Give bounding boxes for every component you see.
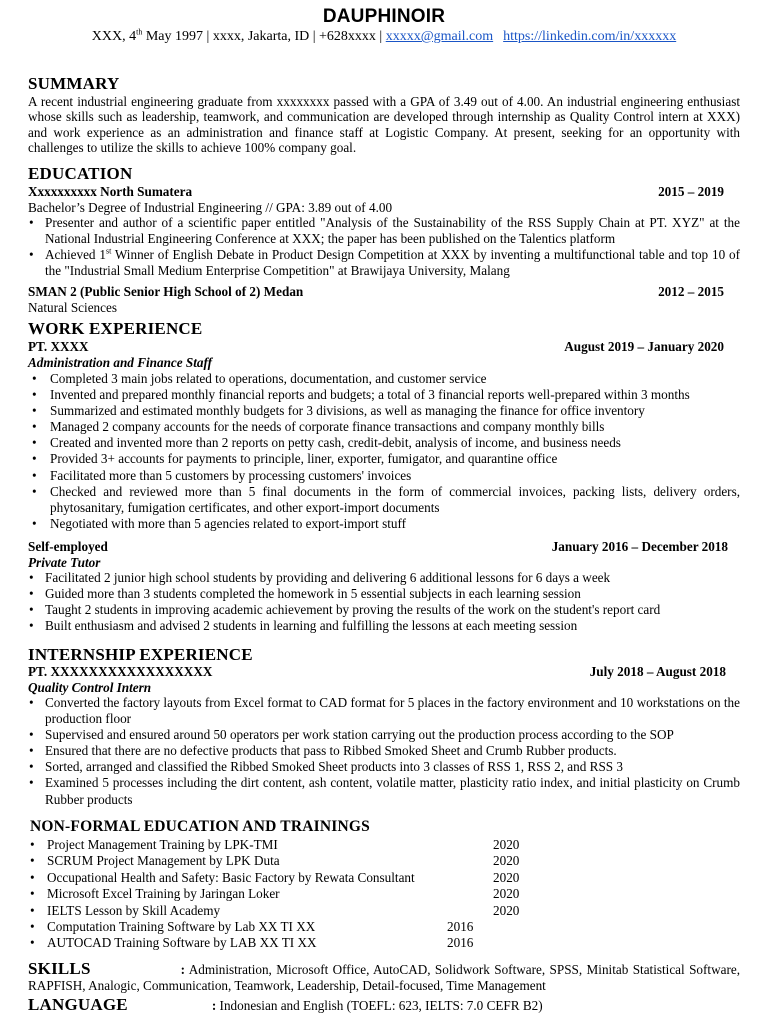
work-entry-2 [28,539,728,555]
contact-details: May 1997 | xxxx, Jakarta, ID | +628xxxx | [142,29,386,44]
contact-superscript: th [136,27,143,37]
work-duties-list [28,371,740,532]
training-name: IELTS Lesson by Skill Academy [47,902,221,918]
company-name: PT. XXXX [28,339,89,354]
training-item [28,919,548,935]
training-item [28,886,548,902]
list-item: • Managed 2 company accounts for the needs of corporate finance transactions and company monthly bills [28,419,740,435]
education-entry-highschool [28,284,724,300]
company-name: Self-employed [28,539,108,554]
education-heading: EDUCATION [28,164,133,183]
training-year: 2020 [493,837,520,852]
training-year: 2020 [493,869,520,885]
training-year: 2016 [447,918,474,934]
list-item: • Provided 3+ accounts for payments to principle, liner, exporter, fumigator, and quarantine office [28,451,740,467]
job-title: Quality Control Intern [28,680,152,695]
ordinal-superscript: st [105,246,112,256]
list-item: • Supervised and ensured around 50 operators per work station carrying out the production process according to the SOP [28,727,740,743]
highschool-years: 2012 – 2015 [658,284,724,299]
list-item: • Converted the factory layouts from Excel format to CAD format for 5 places in the factory environment and 10 workstations on the production floor [28,695,740,727]
company-dates: January 2016 – December 2018 [551,539,728,554]
internship-dates: July 2018 – August 2018 [589,664,726,679]
list-item: • Presenter and author of a scientific paper entitled "Analysis of the Sustainability of the RSS Supply Chain at PT. XYZ" at the National Industrial Engineering Conference at XXX; the paper has been published on the Talentics platform [28,215,740,247]
job-title: Administration and Finance Staff [28,355,213,370]
list-item: • Invented and prepared monthly financial reports and budgets; a total of 3 financial reports well-prepared within 3 months [28,387,740,403]
internship-heading: INTERNSHIP EXPERIENCE [28,645,253,664]
training-year: 2020 [493,853,520,869]
list-item: • Guided more than 3 students completed the homework in 5 essential subjects in each learning session [28,586,740,602]
language-heading: LANGUAGE [28,995,128,1014]
training-name: Computation Training Software by Lab XX TI XX [47,918,316,934]
list-item: • Built enthusiasm and advised 2 students in learning and fulfilling the lessons at each meeting session [28,618,740,634]
work-heading: WORK EXPERIENCE [28,319,203,338]
training-item [28,870,548,886]
trainings-list [28,837,548,952]
education-achievements [28,215,740,279]
trainings-heading: NON-FORMAL EDUCATION AND TRAININGS [30,818,370,835]
list-item: • Facilitated more than 5 customers by processing customers' invoices [28,468,740,484]
university-name: Xxxxxxxxxx North Sumatera [28,184,193,199]
list-item [28,247,740,279]
skills-text: Administration, Microsoft Office, AutoCAD, Solidwork Software, SPSS, Minitab Statistical Software, RAPFISH, Analogic, Communication, Teamwork, Leadership, Detail-focused, Time Management [28,962,740,993]
training-item [28,853,548,869]
list-item: • Taught 2 students in improving academic achievement by proving the results of the work on the student's report card [28,602,740,618]
training-year: 2020 [493,902,520,918]
linkedin-link[interactable]: https://linkedin.com/in/xxxxxx [503,29,677,44]
language-text: Indonesian and English (TOEFL: 623, IELTS: 7.0 CEFR B2) [219,998,543,1013]
training-item [28,903,548,919]
list-item: • Completed 3 main jobs related to operations, documentation, and customer service [28,371,740,387]
highschool-name: SMAN 2 (Public Senior High School of 2) Medan [28,284,304,299]
university-years: 2015 – 2019 [658,184,724,199]
internship-entry [28,664,724,680]
company-name: PT. XXXXXXXXXXXXXXXXX [28,664,213,679]
list-item: • Summarized and estimated monthly budgets for 3 divisions, as well as managing the finance for office inventory [28,403,740,419]
list-item: • Sorted, arranged and classified the Ribbed Smoked Sheet products into 3 classes of RSS 1, RSS 2, and RSS 3 [28,759,740,775]
work-entry-1 [28,339,724,355]
list-item: • Facilitated 2 junior high school students by providing and delivering 6 additional lessons for 6 days a week [28,570,740,586]
training-name: AUTOCAD Training Software by LAB XX TI XX [47,935,317,951]
training-year: 2016 [447,935,474,951]
company-dates: August 2019 – January 2020 [564,339,724,354]
skills-colon: : [180,962,186,977]
training-name: Microsoft Excel Training by Jaringan Loker [47,886,280,902]
skills-heading: SKILLS [28,959,91,978]
contact-line [0,29,768,45]
training-item [28,935,548,951]
university-degree: Bachelor’s Degree of Industrial Engineering // GPA: 3.89 out of 4.00 [28,200,393,215]
achievement-text: Winner of English Debate in Product Design Competition at XXX by inventing a multifunctional table and top 10 of the "Industrial Small Medium Enterprise Competition" at Brawijaya University, Malang [45,247,740,279]
contact-prefix: XXX, 4 [91,29,137,44]
list-item: • Negotiated with more than 5 agencies related to export-import stuff [28,516,740,532]
training-name: Project Management Training by LPK-TMI [47,837,278,852]
education-entry-university [28,184,724,200]
internship-duties-list [28,695,740,808]
language-colon: : [211,998,217,1013]
list-item: • Examined 5 processes including the dirt content, ash content, volatile matter, plasticity ratio index, and initial plasticity on Crumb Rubber products [28,775,740,807]
candidate-name: DAUPHINOIR [322,6,446,27]
list-item: • Created and invented more than 2 reports on petty cash, credit-debit, analysis of income, and business needs [28,435,740,451]
job-title: Private Tutor [28,555,101,570]
training-item [28,837,548,853]
list-item: • Ensured that there are no defective products that pass to Ribbed Smoked Sheet and Crumb Rubber products. [28,743,740,759]
language-section [28,995,740,1015]
skills-section [28,961,740,994]
training-name: SCRUM Project Management by LPK Duta [47,853,280,869]
achievement-text: Achieved 1 [45,247,106,263]
list-item: • Checked and reviewed more than 5 final documents in the form of commercial invoices, packing lists, delivery orders, phytosanitary, fumigation certificates, and other export-import documents [28,484,740,516]
training-year: 2020 [493,886,520,902]
training-name: Occupational Health and Safety: Basic Factory by Rewata Consultant [47,869,415,885]
email-link[interactable]: xxxxx@gmail.com [385,29,494,44]
summary-heading: SUMMARY [28,74,120,93]
tutor-duties-list [28,570,740,634]
highschool-major: Natural Sciences [28,300,117,315]
summary-text: A recent industrial engineering graduate from xxxxxxxx passed with a GPA of 3.49 out of 4.00. An industrial engineering enthusiast whose skills such as leadership, teamwork, and communication are developed through internship as Quality Control intern at XXX) and work experience as an administration and finance staff at Logistic Company. At present, seeking for an opportunity with challenges to utilize the skills to achieve 100% company goal. [28,94,740,156]
